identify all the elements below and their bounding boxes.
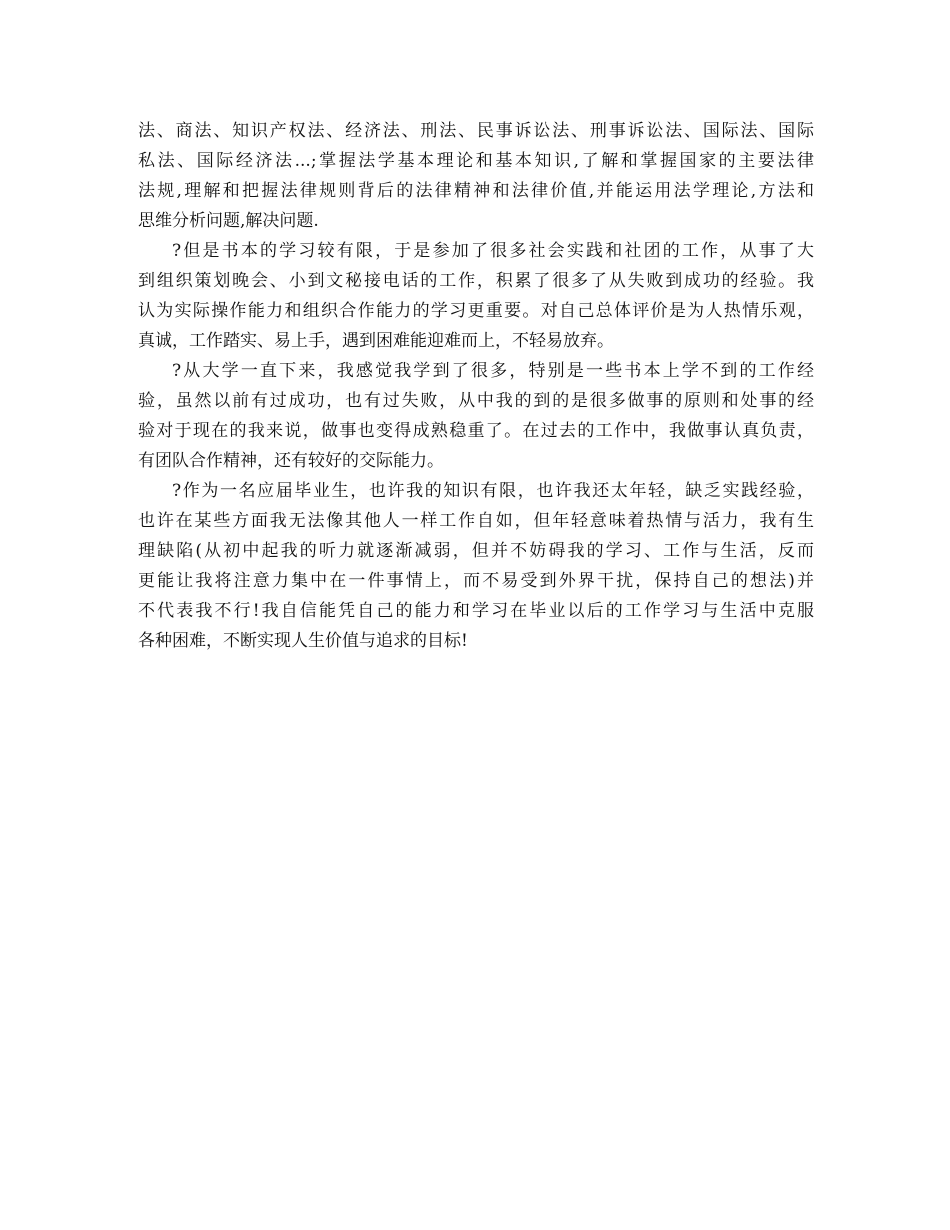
text-line: 私法、国际经济法...;掌握法学基本理论和基本知识,了解和掌握国家的主要法律 xyxy=(138,151,814,171)
text-line: 理缺陷(从初中起我的听力就逐渐减弱，但并不妨碍我的学习、工作与生活，反而 xyxy=(138,541,814,561)
text-line: 不代表我不行!我自信能凭自己的能力和学习在毕业以后的工作学习与生活中克服 xyxy=(138,601,814,621)
document-body xyxy=(138,116,814,656)
text-line: 思维分析问题,解决问题. xyxy=(138,211,319,231)
text-line: 各种困难，不断实现人生价值与追求的目标! xyxy=(138,631,468,651)
paragraph-practice-experience xyxy=(138,236,814,356)
text-line: 验，虽然以前有过成功，也有过失败，从中我的到的是很多做事的原则和处事的经 xyxy=(138,391,814,411)
text-line: 法规,理解和把握法律规则背后的法律精神和法律价值,并能运用法学理论,方法和 xyxy=(138,181,814,201)
paragraph-graduate-outlook xyxy=(138,476,814,656)
text-line: 也许在某些方面我无法像其他人一样工作自如，但年轻意味着热情与活力，我有生 xyxy=(138,511,814,531)
text-line: 更能让我将注意力集中在一件事情上，而不易受到外界干扰，保持自己的想法)并 xyxy=(138,571,814,591)
paragraph-legal-knowledge xyxy=(138,116,814,236)
text-line: 有团队合作精神，还有较好的交际能力。 xyxy=(138,451,444,471)
text-line: 到组织策划晚会、小到文秘接电话的工作，积累了很多了从失败到成功的经验。我 xyxy=(138,271,814,291)
text-line: ?但是书本的学习较有限，于是参加了很多社会实践和社团的工作，从事了大 xyxy=(172,241,814,261)
text-line: 验对于现在的我来说，做事也变得成熟稳重了。在过去的工作中，我做事认真负责， xyxy=(138,421,814,441)
text-line: ?从大学一直下来，我感觉我学到了很多，特别是一些书本上学不到的工作经 xyxy=(172,361,814,381)
text-line: 法、商法、知识产权法、经济法、刑法、民事诉讼法、刑事诉讼法、国际法、国际 xyxy=(138,121,814,141)
text-line: ?作为一名应届毕业生，也许我的知识有限，也许我还太年轻，缺乏实践经验， xyxy=(172,481,814,501)
text-line: 真诚，工作踏实、易上手，遇到困难能迎难而上，不轻易放弃。 xyxy=(138,331,614,351)
text-line: 认为实际操作能力和组织合作能力的学习更重要。对自己总体评价是为人热情乐观， xyxy=(138,301,814,321)
paragraph-university-growth xyxy=(138,356,814,476)
